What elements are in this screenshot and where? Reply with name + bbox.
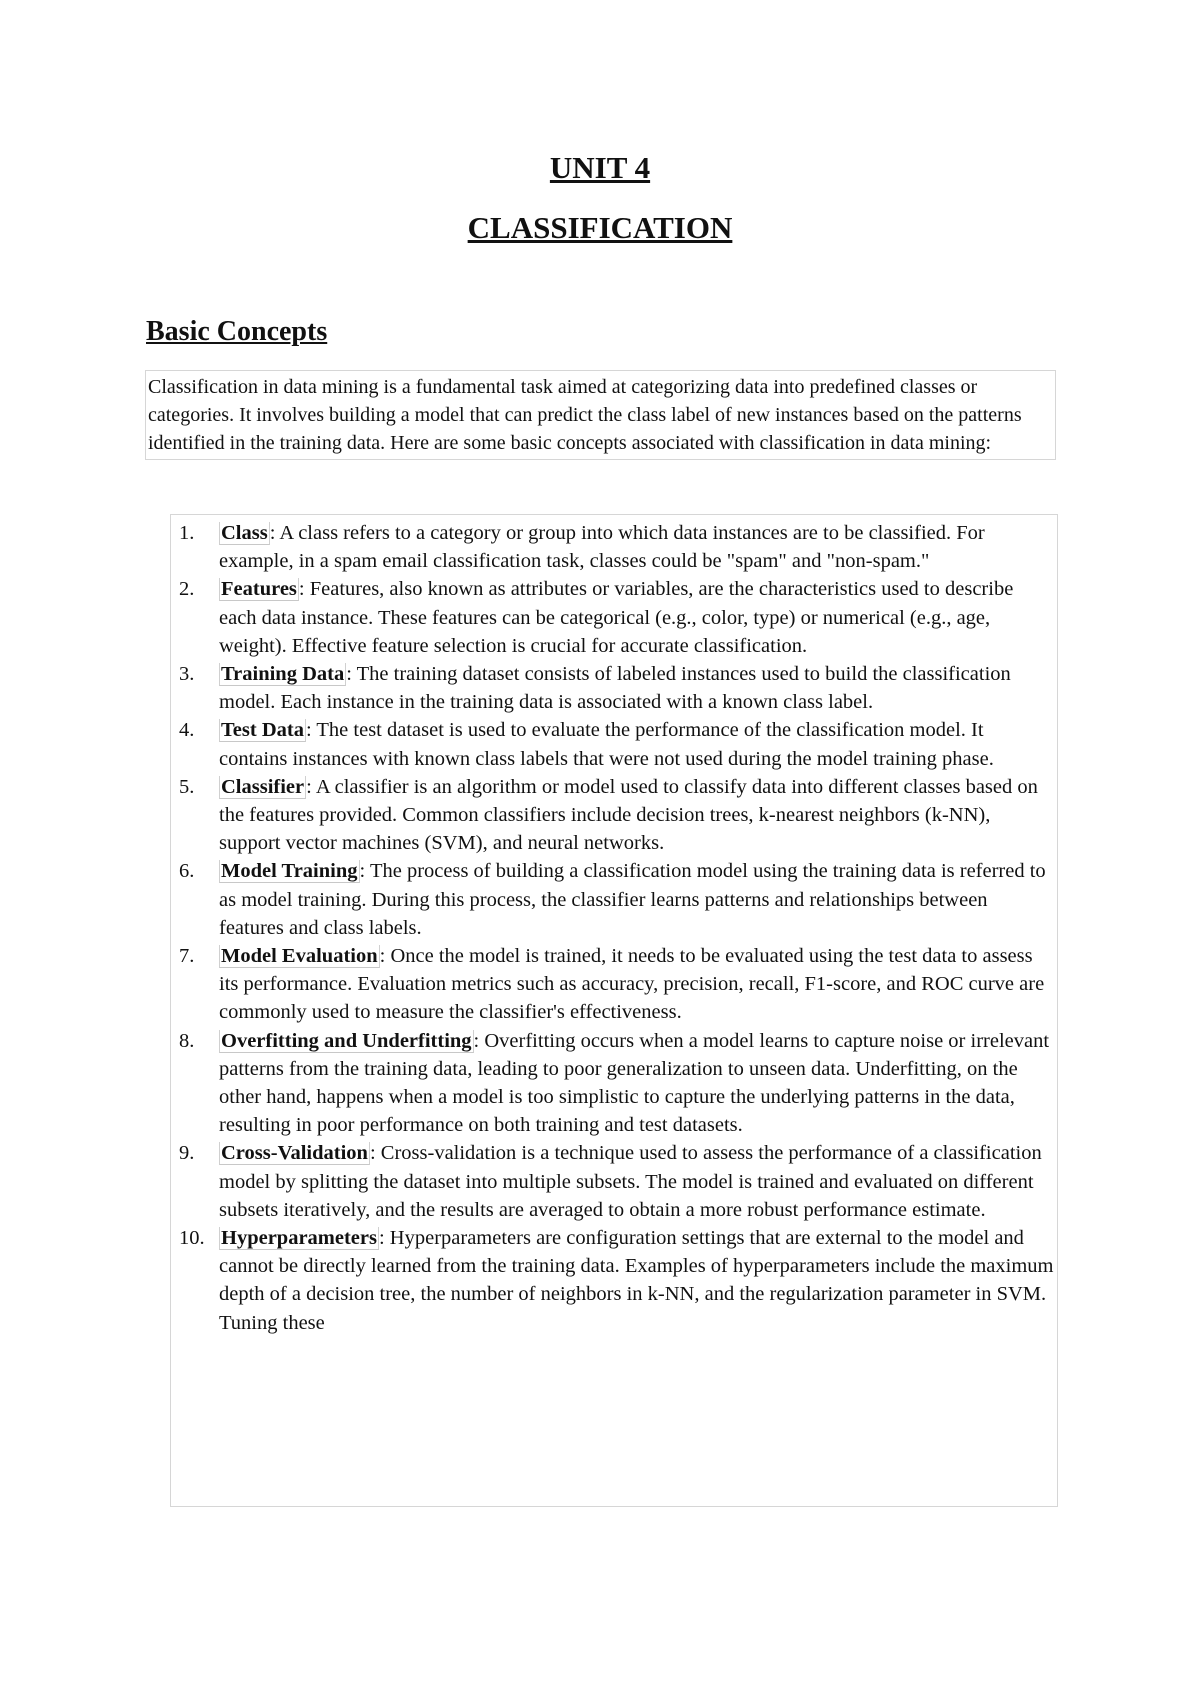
item-number: 3. (179, 663, 195, 686)
list-item (171, 1139, 1057, 1224)
list-item (171, 575, 1057, 660)
intro-paragraph: Classification in data mining is a fundamental task aimed at categorizing data into predefined classes or categories. It involves building a model that can predict the class label of new instances based on the patterns identified in the training data. Here are some basic concepts associated with classification in data mining: (145, 370, 1056, 460)
item-term: Class (221, 522, 268, 544)
item-term: Hyperparameters (221, 1227, 377, 1250)
item-text: : Overfitting occurs when a model learns to capture noise or irrelevant patterns from the training data, leading to poor generalization to unseen data. Underfitting, on the other hand, happens when a model is too simplistic to capture the underlying patterns in the data, resulting in poor performance on both training and test datasets. (219, 1029, 1050, 1137)
item-number: 8. (179, 1029, 195, 1052)
item-term: Model Evaluation (221, 945, 378, 968)
list-item (171, 716, 1057, 772)
item-term: Training Data (221, 663, 345, 686)
item-text: : Cross-validation is a technique used to assess the performance of a classification model by splitting the dataset into multiple subsets. The model is trained and evaluated on different subsets iteratively, and the results are averaged to obtain a more robust performance estimate. (219, 1142, 1042, 1221)
item-number: 1. (179, 522, 195, 544)
section-heading: Basic Concepts (146, 316, 328, 347)
item-number: 9. (179, 1142, 195, 1165)
item-text: : A classifier is an algorithm or model used to classify data into different classes based on the features provided. Common classifiers include decision trees, k-nearest neighbors (k-NN), support vector machines (SVM), and neural networks. (219, 775, 1038, 855)
unit-title: UNIT 4 (549, 150, 651, 185)
item-term: Features (221, 578, 297, 601)
item-text: : The process of building a classification model using the training data is referred to as model training. During this process, the classifier learns patterns and relationships between features and class labels. (219, 860, 1046, 939)
list-item (171, 1224, 1057, 1337)
item-term: Test Data (221, 719, 304, 742)
item-number: 5. (179, 775, 195, 798)
list-item (171, 773, 1057, 858)
list-item (171, 660, 1057, 716)
concepts-list (171, 515, 1057, 1337)
item-text: : Once the model is trained, it needs to be evaluated using the test data to assess its performance. Evaluation metrics such as accuracy, precision, recall, F1-score, and ROC curve are commonly used to measure the classifier's effectiveness. (219, 945, 1045, 1024)
item-text: : The test dataset is used to evaluate the performance of the classification model. It contains instances with known class labels that were not used during the model training phase. (219, 719, 994, 770)
list-item (171, 942, 1057, 1027)
item-number: 4. (179, 719, 195, 742)
item-text: : The training dataset consists of labeled instances used to build the classification model. Each instance in the training data is associated with a known class label. (219, 663, 1011, 714)
chapter-title: CLASSIFICATION (467, 210, 733, 245)
item-term: Cross-Validation (221, 1142, 368, 1165)
item-term: Model Training (221, 860, 358, 883)
item-text: : Features, also known as attributes or variables, are the characteristics used to describe each data instance. These features can be categorical (e.g., color, type) or numerical (e.g., age, weight). Effective feature selection is crucial for accurate classification. (219, 578, 1014, 657)
item-number: 10. (179, 1227, 205, 1250)
list-item (171, 1027, 1057, 1140)
list-item (171, 857, 1057, 942)
item-term: Classifier (221, 775, 305, 798)
concepts-list-box (170, 514, 1058, 1507)
list-item (171, 519, 1057, 575)
item-number: 6. (179, 860, 195, 883)
item-number: 2. (179, 578, 195, 601)
item-number: 7. (179, 945, 195, 968)
item-term: Overfitting and Underfitting (221, 1029, 472, 1052)
item-text: : A class refers to a category or group into which data instances are to be classified. For example, in a spam email classification task, classes could be "spam" and "non-spam." (219, 522, 985, 573)
item-text: : Hyperparameters are configuration settings that are external to the model and cannot be directly learned from the training data. Examples of hyperparameters include the maximum depth of a decision tree, the number of neighbors in k-NN, and the regularization parameter in SVM. Tuning these (219, 1227, 1054, 1334)
